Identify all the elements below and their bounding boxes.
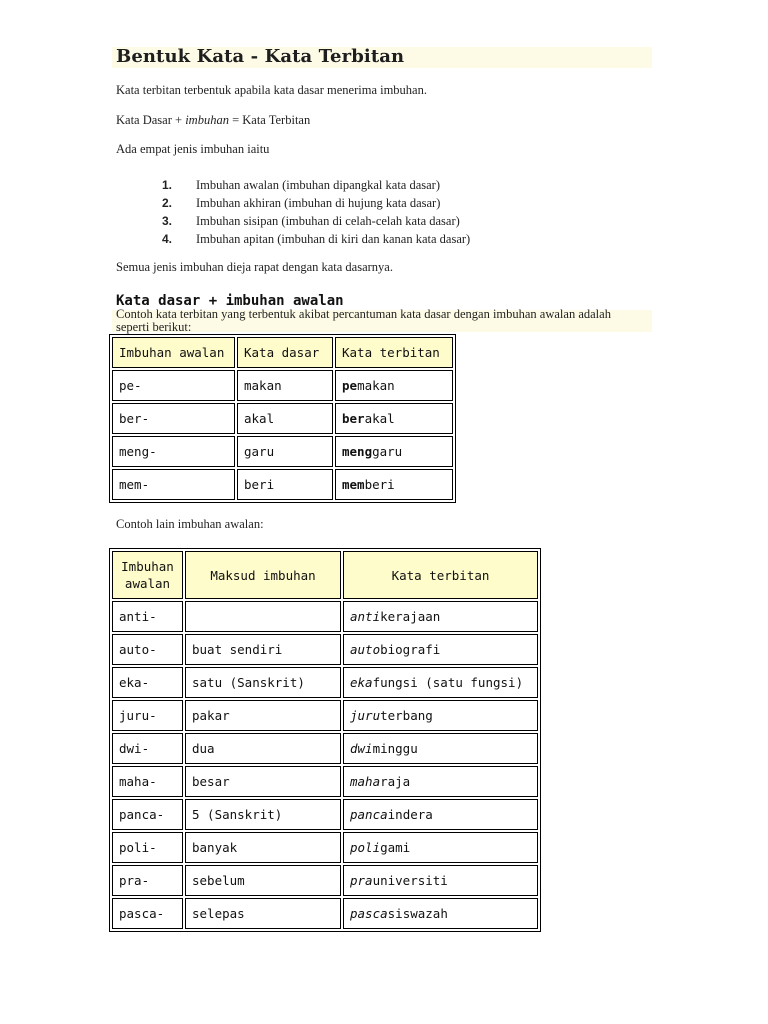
cell-derived-word xyxy=(335,403,453,434)
table-header-row xyxy=(112,337,453,368)
formula-term-result: Kata Terbitan xyxy=(242,113,311,127)
derived-prefix-part: panca xyxy=(350,807,388,822)
column-header-derived-word: Kata terbitan xyxy=(343,551,538,599)
derived-prefix-part: meng xyxy=(342,444,373,459)
cell-prefix: pra- xyxy=(112,865,183,896)
cell-derived-word xyxy=(343,700,538,731)
cell-prefix: maha- xyxy=(112,766,183,797)
formula-term-affix: imbuhan xyxy=(185,113,229,127)
derived-base-part: beri xyxy=(364,477,395,492)
derived-base-part: garu xyxy=(372,444,403,459)
list-item-number: 2. xyxy=(162,196,173,210)
list-intro-text: Ada empat jenis imbuhan iaitu xyxy=(116,142,270,156)
cell-derived-word xyxy=(335,436,453,467)
list-item-number: 4. xyxy=(162,232,173,246)
column-header-prefix xyxy=(112,551,183,599)
table-row xyxy=(112,469,453,500)
column-header-base-word: Kata dasar xyxy=(237,337,333,368)
table-row xyxy=(112,733,538,764)
cell-derived-word xyxy=(343,667,538,698)
derived-prefix-part: pra xyxy=(350,873,373,888)
definition-text: Kata terbitan terbentuk apabila kata dasar menerima imbuhan. xyxy=(116,83,427,97)
cell-meaning: selepas xyxy=(185,898,341,929)
column-header-prefix: Imbuhan awalan xyxy=(112,337,235,368)
derived-base-part: siswazah xyxy=(387,906,448,921)
cell-prefix: panca- xyxy=(112,799,183,830)
derived-base-part: minggu xyxy=(372,741,418,756)
cell-prefix: dwi- xyxy=(112,733,183,764)
table-row xyxy=(112,766,538,797)
derived-prefix-part: maha xyxy=(350,774,381,789)
derived-base-part: fungsi (satu fungsi) xyxy=(372,675,524,690)
cell-derived-word xyxy=(343,766,538,797)
table-row xyxy=(112,634,538,665)
column-header-derived-word: Kata terbitan xyxy=(335,337,453,368)
cell-prefix: anti- xyxy=(112,601,183,632)
cell-prefix: meng- xyxy=(112,436,235,467)
cell-meaning: satu (Sanskrit) xyxy=(185,667,341,698)
cell-prefix: juru- xyxy=(112,700,183,731)
derived-prefix-part: auto xyxy=(350,642,381,657)
cell-prefix: pe- xyxy=(112,370,235,401)
cell-derived-word xyxy=(343,832,538,863)
section-heading: Kata dasar + imbuhan awalan xyxy=(116,293,344,309)
cell-prefix: ber- xyxy=(112,403,235,434)
cell-meaning: dua xyxy=(185,733,341,764)
table-row xyxy=(112,403,453,434)
derived-base-part: terbang xyxy=(380,708,433,723)
derived-prefix-part: anti xyxy=(350,609,381,624)
cell-meaning: sebelum xyxy=(185,865,341,896)
cell-prefix: poli- xyxy=(112,832,183,863)
cell-derived-word xyxy=(343,733,538,764)
cell-derived-word xyxy=(343,799,538,830)
cell-prefix: mem- xyxy=(112,469,235,500)
cell-derived-word xyxy=(343,898,538,929)
derived-base-part: universiti xyxy=(372,873,448,888)
formula-equals: = xyxy=(228,113,243,127)
derived-base-part: kerajaan xyxy=(380,609,441,624)
table-row xyxy=(112,832,538,863)
formula-term-base: Kata Dasar xyxy=(116,113,172,127)
list-item-text: Imbuhan sisipan (imbuhan di celah-celah kata dasar) xyxy=(196,214,460,228)
derived-base-part: gami xyxy=(380,840,411,855)
derived-base-part: akal xyxy=(364,411,395,426)
list-item-text: Imbuhan apitan (imbuhan di kiri dan kanan kata dasar) xyxy=(196,232,471,246)
table-row xyxy=(112,898,538,929)
derived-prefix-part: ber xyxy=(342,411,365,426)
derived-base-part: makan xyxy=(357,378,395,393)
cell-prefix: pasca- xyxy=(112,898,183,929)
cell-derived-word xyxy=(343,601,538,632)
formula-text xyxy=(116,113,310,128)
derived-prefix-part: mem xyxy=(342,477,365,492)
derived-prefix-part: poli xyxy=(350,840,381,855)
list-item-number: 3. xyxy=(162,214,173,228)
column-header-meaning: Maksud imbuhan xyxy=(185,551,341,599)
cell-derived-word xyxy=(335,370,453,401)
more-prefix-examples-table xyxy=(109,548,541,932)
cell-meaning: buat sendiri xyxy=(185,634,341,665)
page-title: Bentuk Kata - Kata Terbitan xyxy=(116,46,405,67)
derived-base-part: indera xyxy=(387,807,433,822)
table-row xyxy=(112,436,453,467)
formula-plus: + xyxy=(171,113,186,127)
derived-base-part: raja xyxy=(380,774,411,789)
cell-derived-word xyxy=(343,865,538,896)
table-row xyxy=(112,370,453,401)
cell-base-word: akal xyxy=(237,403,333,434)
more-examples-text: Contoh lain imbuhan awalan: xyxy=(116,517,264,531)
derived-prefix-part: juru xyxy=(350,708,381,723)
cell-meaning: 5 (Sanskrit) xyxy=(185,799,341,830)
cell-meaning: banyak xyxy=(185,832,341,863)
cell-base-word: makan xyxy=(237,370,333,401)
derived-prefix-part: dwi xyxy=(350,741,373,756)
column-header-prefix-text: Imbuhan awalan xyxy=(121,559,174,591)
cell-meaning: besar xyxy=(185,766,341,797)
cell-prefix: eka- xyxy=(112,667,183,698)
table-row xyxy=(112,700,538,731)
table-header-row xyxy=(112,551,538,599)
cell-derived-word xyxy=(343,634,538,665)
prefix-examples-table xyxy=(109,334,456,503)
derived-prefix-part: pasca xyxy=(350,906,388,921)
derived-prefix-part: eka xyxy=(350,675,373,690)
cell-meaning: pakar xyxy=(185,700,341,731)
derived-prefix-part: pe xyxy=(342,378,358,393)
table-row xyxy=(112,667,538,698)
cell-meaning xyxy=(185,601,341,632)
table-row xyxy=(112,865,538,896)
cell-prefix: auto- xyxy=(112,634,183,665)
section-intro-text: Contoh kata terbitan yang terbentuk akibat percantuman kata dasar dengan imbuhan awalan adalah seperti berikut: xyxy=(116,307,611,334)
cell-base-word: beri xyxy=(237,469,333,500)
list-item-text: Imbuhan akhiran (imbuhan di hujung kata dasar) xyxy=(196,196,441,210)
cell-base-word: garu xyxy=(237,436,333,467)
cell-derived-word xyxy=(335,469,453,500)
derived-base-part: biografi xyxy=(380,642,441,657)
list-item-number: 1. xyxy=(162,178,173,192)
list-item-text: Imbuhan awalan (imbuhan dipangkal kata dasar) xyxy=(196,178,441,192)
spelling-note-text: Semua jenis imbuhan dieja rapat dengan kata dasarnya. xyxy=(116,260,393,274)
table-row xyxy=(112,601,538,632)
table-row xyxy=(112,799,538,830)
